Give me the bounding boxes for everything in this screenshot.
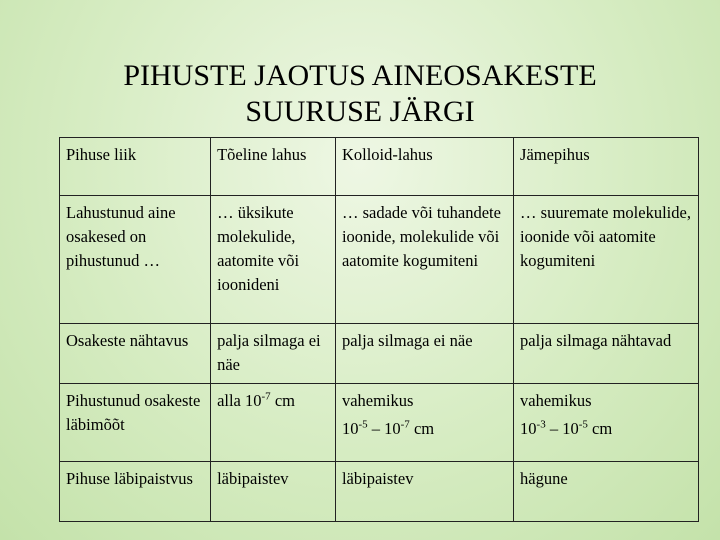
table-row (60, 384, 699, 462)
range-base: 10 (520, 419, 537, 438)
table-cell: läbipaistev (335, 462, 513, 522)
row-label: Pihuse läbipaistvus (60, 462, 211, 522)
exponent: -3 (536, 418, 546, 431)
table-row (60, 462, 699, 522)
cell-text: vahemikus (520, 391, 592, 410)
range-mid: – 10 (367, 419, 401, 438)
header-cell-coarse: Jämepihus (514, 138, 699, 196)
exponent: -7 (400, 418, 410, 431)
cell-unit: cm (409, 419, 435, 438)
exponent: -5 (358, 418, 368, 431)
cell-text: vahemikus (341, 391, 414, 410)
table-cell: hägune (514, 462, 699, 522)
header-row (60, 138, 699, 196)
table-cell: palja silmaga ei näe (211, 324, 336, 384)
row-label: Osakeste nähtavus (60, 324, 211, 384)
cell-text: alla 10 (217, 391, 262, 410)
table-cell: … sadade või tuhandete ioonide, molekulide või aatomite kogumiteni (335, 196, 513, 324)
table-cell: palja silmaga nähtavad (514, 324, 699, 384)
table-cell: … üksikute molekulide, aatomite või ioonideni (211, 196, 336, 324)
row-label: Pihustunud osakeste läbimõõt (60, 384, 211, 462)
range-mid: – 10 (545, 419, 579, 438)
header-cell-true-solution: Tõeline lahus (211, 138, 336, 196)
dispersion-table (59, 137, 699, 522)
table-cell: palja silmaga ei näe (335, 324, 513, 384)
range-base: 10 (341, 419, 359, 438)
exponent: -5 (578, 418, 588, 431)
slide-title (0, 58, 720, 130)
table-cell (514, 384, 699, 462)
header-cell-type: Pihuse liik (60, 138, 211, 196)
title-line-2: SUURUSE JÄRGI (245, 95, 475, 128)
exponent: -7 (261, 390, 271, 403)
table-cell (335, 384, 513, 462)
row-label: Lahustunud aine osakesed on pihustunud … (60, 196, 211, 324)
table-row (60, 324, 699, 384)
table-cell: läbipaistev (211, 462, 336, 522)
cell-unit: cm (270, 391, 295, 410)
table-cell (211, 384, 336, 462)
title-line-1: PIHUSTE JAOTUS AINEOSAKESTE (123, 59, 597, 92)
table-row (60, 196, 699, 324)
header-cell-colloid: Kolloid-lahus (335, 138, 513, 196)
table-cell: … suuremate molekulide, ioonide või aatomite kogumiteni (514, 196, 699, 324)
cell-unit: cm (587, 419, 613, 438)
